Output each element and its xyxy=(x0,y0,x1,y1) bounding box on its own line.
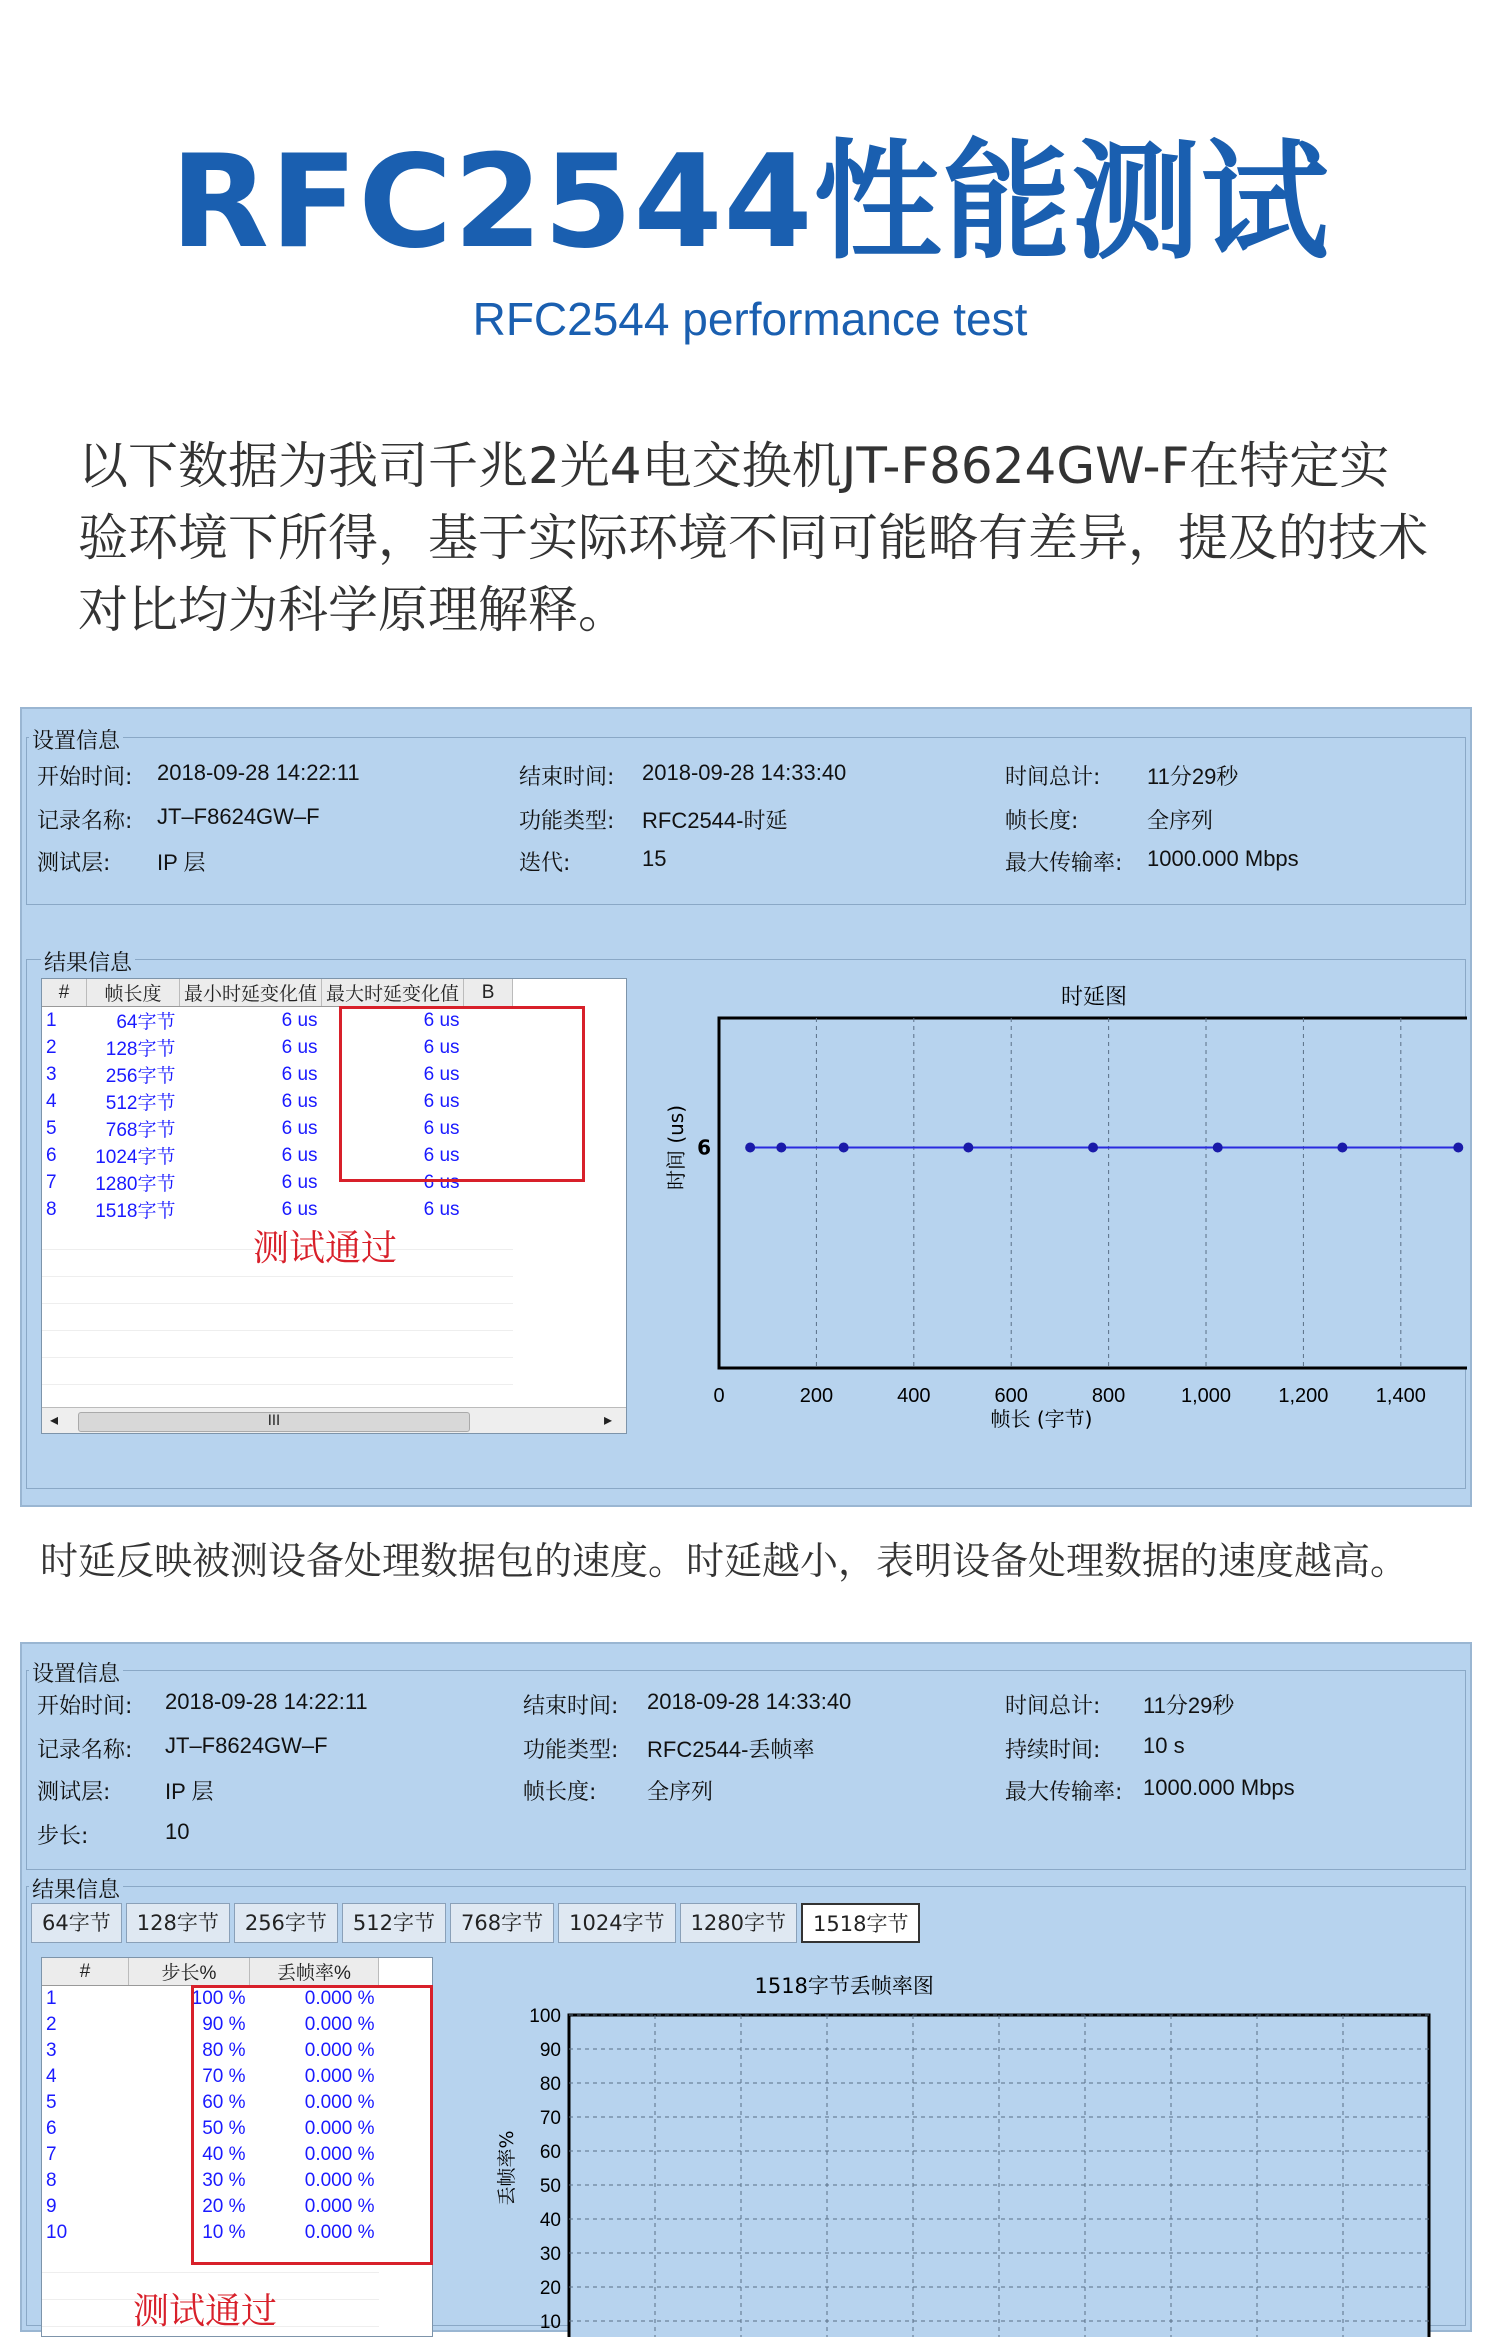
max-rate-value: 1000.000 Mbps xyxy=(1147,846,1299,871)
y-tick-label: 100 xyxy=(529,2006,561,2027)
frame-length-cell: 1024字节 xyxy=(95,1147,176,1168)
row-index: 4 xyxy=(46,2066,57,2087)
latency-caption: 时延反映被测设备处理数据包的速度。时延越小，表明设备处理数据的速度越高。 xyxy=(40,1539,1409,1583)
empty-cell xyxy=(464,1277,513,1304)
row-index: 1 xyxy=(46,1009,57,1031)
empty-cell xyxy=(322,1331,464,1358)
chart-title: 时延图 xyxy=(1060,985,1128,1010)
empty-cell xyxy=(464,1223,513,1250)
results-title-2: 结果信息 xyxy=(29,1873,123,1904)
max-latency-cell: 6 us xyxy=(423,1171,460,1193)
row-index: 7 xyxy=(46,1171,57,1193)
data-point xyxy=(776,1143,786,1153)
tab-frame-length[interactable]: 1024字节 xyxy=(558,1903,675,1943)
min-latency-cell: 6 us xyxy=(281,1144,318,1166)
test-layer-value: IP 层 xyxy=(157,850,206,875)
row-index: 6 xyxy=(46,1144,57,1166)
loss-rate-cell: 0.000 % xyxy=(304,2066,375,2087)
frame-loss-test-panel xyxy=(20,1642,1472,2332)
min-latency-cell: 6 us xyxy=(281,1171,318,1193)
intro-paragraph: 以下数据为我司千兆2光4电交换机JT-F8624GW-F在特定实验环境下所得，基于实际环境不同可能略有差异，提及的技术对比均为科学原理解释。 xyxy=(78,437,1428,639)
tab-frame-length[interactable]: 256字节 xyxy=(234,1903,338,1943)
frame-length-cell: 768字节 xyxy=(105,1120,176,1141)
settings-title-2: 设置信息 xyxy=(29,1657,123,1688)
loss-rate-cell: 0.000 % xyxy=(304,2222,375,2243)
latency-chart xyxy=(627,960,1467,1480)
column-header[interactable]: 最小时延变化值 xyxy=(180,979,322,1007)
record-name-label: 记录名称: xyxy=(37,809,133,834)
min-latency-cell: 6 us xyxy=(281,1198,318,1220)
tab-frame-length[interactable]: 1518字节 xyxy=(801,1903,920,1943)
empty-cell xyxy=(464,1196,513,1223)
end-time-value: 2018-09-28 14:33:40 xyxy=(642,760,847,785)
frame-length-value: 全序列 xyxy=(1147,808,1214,833)
min-latency-cell: 6 us xyxy=(281,1063,318,1085)
empty-cell xyxy=(322,1358,464,1385)
loss-rate-cell: 0.000 % xyxy=(304,2040,375,2061)
loss-rate-cell: 0.000 % xyxy=(304,2144,375,2165)
table-row[interactable] xyxy=(42,1196,513,1223)
empty-cell xyxy=(87,1358,180,1385)
min-latency-cell: 6 us xyxy=(281,1117,318,1139)
loss-rate-cell: 0.000 % xyxy=(304,2118,375,2139)
empty-cell xyxy=(87,1277,180,1304)
max-rate-label-2: 最大传输率: xyxy=(1005,1780,1123,1805)
start-time-label: 开始时间: xyxy=(37,765,133,790)
row-index: 1 xyxy=(46,1988,57,2009)
empty-cell xyxy=(87,1331,180,1358)
tab-frame-length[interactable]: 64字节 xyxy=(31,1903,122,1943)
total-time-label-2: 时间总计: xyxy=(1005,1694,1101,1719)
empty-cell xyxy=(464,1304,513,1331)
y-tick-label: 70 xyxy=(539,2108,561,2129)
step-cell: 100 % xyxy=(191,1988,246,2009)
data-point xyxy=(963,1143,973,1153)
results-title: 结果信息 xyxy=(41,946,135,977)
data-point xyxy=(839,1143,849,1153)
x-tick-label: 0 xyxy=(713,1385,725,1407)
tab-frame-length[interactable]: 128字节 xyxy=(126,1903,230,1943)
loss-rate-cell: 0.000 % xyxy=(304,2170,375,2191)
x-tick-label: 800 xyxy=(1091,1385,1126,1407)
y-tick-label: 40 xyxy=(539,2210,561,2231)
total-time-label: 时间总计: xyxy=(1005,765,1101,790)
frame-length-tabs xyxy=(31,1903,924,1943)
function-type-label-2: 功能类型: xyxy=(523,1738,619,1763)
empty-cell xyxy=(180,1358,322,1385)
empty-cell xyxy=(464,1331,513,1358)
test-passed-label: 测试通过 xyxy=(253,1228,398,1269)
y-tick-label: 50 xyxy=(539,2176,561,2197)
column-header[interactable]: # xyxy=(42,1958,129,1986)
test-layer-value-2: IP 层 xyxy=(165,1779,214,1804)
row-index: 3 xyxy=(46,2040,57,2061)
empty-cell xyxy=(42,1331,87,1358)
x-tick-label: 1,400 xyxy=(1375,1385,1426,1407)
data-point xyxy=(1213,1143,1223,1153)
record-name-value-2: JT–F8624GW–F xyxy=(165,1733,328,1758)
highlight-box-2 xyxy=(191,1985,433,2265)
empty-row xyxy=(42,1331,513,1358)
row-index: 10 xyxy=(46,2222,68,2243)
step-cell: 20 % xyxy=(202,2196,246,2217)
max-latency-cell: 6 us xyxy=(423,1036,460,1058)
page-subtitle: RFC2544 performance test xyxy=(472,293,1028,345)
y-tick-label: 80 xyxy=(539,2074,561,2095)
x-axis-label: 帧长 (字节) xyxy=(990,1407,1093,1431)
duration-label: 持续时间: xyxy=(1005,1738,1101,1763)
row-index: 6 xyxy=(46,2118,57,2139)
y-tick-label: 6 xyxy=(697,1135,711,1160)
x-tick-label: 600 xyxy=(994,1385,1028,1407)
frame-length-label: 帧长度: xyxy=(1005,809,1079,834)
empty-cell xyxy=(42,1223,87,1250)
frame-length-cell: 128字节 xyxy=(105,1039,176,1060)
test-layer-label-2: 测试层: xyxy=(37,1780,111,1805)
empty-cell xyxy=(42,1304,87,1331)
scroll-thumb[interactable] xyxy=(78,1412,470,1432)
empty-cell xyxy=(42,2273,129,2300)
start-time-label-2: 开始时间: xyxy=(37,1694,133,1719)
latency-test-panel xyxy=(20,707,1472,1507)
duration-value: 10 s xyxy=(1143,1733,1185,1758)
frame-length-cell: 1518字节 xyxy=(95,1201,176,1222)
data-point xyxy=(1088,1143,1098,1153)
step-cell: 90 % xyxy=(202,2014,246,2035)
empty-cell xyxy=(464,1250,513,1277)
frame-loss-chart xyxy=(447,1957,1457,2337)
total-time-value: 11分29秒 xyxy=(1147,764,1239,789)
empty-cell xyxy=(42,1277,87,1304)
row-index: 4 xyxy=(46,1090,57,1112)
empty-cell xyxy=(42,2300,129,2327)
step-cell: 40 % xyxy=(202,2144,246,2165)
max-rate-label: 最大传输率: xyxy=(1005,851,1123,876)
empty-row xyxy=(42,1358,513,1385)
x-tick-label: 1,000 xyxy=(1180,1385,1232,1407)
frame-length-cell: 512字节 xyxy=(105,1093,176,1114)
start-time-value: 2018-09-28 14:22:11 xyxy=(157,760,360,785)
column-header[interactable]: 丢帧率% xyxy=(250,1958,379,1986)
data-point xyxy=(1337,1143,1347,1153)
row-index: 7 xyxy=(46,2144,57,2165)
max-latency-cell: 6 us xyxy=(423,1198,460,1220)
max-latency-cell: 6 us xyxy=(423,1144,460,1166)
frame-length-cell: 256字节 xyxy=(105,1066,176,1087)
y-axis-label: 时间 (us) xyxy=(664,1104,688,1191)
max-rate-value-2: 1000.000 Mbps xyxy=(1143,1775,1295,1800)
empty-cell xyxy=(322,1277,464,1304)
scroll-right-arrow-icon[interactable]: ▸ xyxy=(604,1410,613,1429)
function-type-value-2: RFC2544-丢帧率 xyxy=(647,1737,815,1762)
column-header[interactable]: 最大时延变化值 xyxy=(322,979,464,1007)
y-tick-label: 60 xyxy=(539,2142,561,2163)
step-cell: 70 % xyxy=(202,2066,246,2087)
test-layer-label: 测试层: xyxy=(37,851,111,876)
row-index: 5 xyxy=(46,2092,57,2113)
y-axis-label: 丢帧率% xyxy=(496,2130,518,2206)
x-tick-label: 1,200 xyxy=(1278,1385,1329,1407)
x-tick-label: 200 xyxy=(799,1385,834,1407)
highlight-box xyxy=(339,1006,585,1182)
end-time-label: 结束时间: xyxy=(519,765,615,790)
row-index: 2 xyxy=(46,1036,57,1058)
settings-group xyxy=(26,729,1466,905)
y-tick-label: 30 xyxy=(539,2244,561,2265)
frame-length-label-2: 帧长度: xyxy=(523,1780,597,1805)
step-cell: 50 % xyxy=(202,2118,246,2139)
frame-length-cell: 64字节 xyxy=(116,1012,176,1033)
y-tick-label: 20 xyxy=(539,2278,561,2299)
scroll-thumb-grip: III xyxy=(267,1413,281,1429)
tab-frame-length[interactable]: 1280字节 xyxy=(680,1903,797,1943)
empty-row xyxy=(42,1304,513,1331)
settings-title: 设置信息 xyxy=(29,724,123,755)
column-header[interactable]: 帧长度 xyxy=(87,979,180,1007)
data-point xyxy=(745,1143,755,1153)
empty-cell xyxy=(42,1358,87,1385)
step-cell: 30 % xyxy=(202,2170,246,2191)
function-type-value: RFC2544-时延 xyxy=(642,808,788,833)
iteration-label: 迭代: xyxy=(519,851,571,876)
end-time-label-2: 结束时间: xyxy=(523,1694,619,1719)
empty-row xyxy=(42,1277,513,1304)
iteration-value: 15 xyxy=(642,846,667,871)
column-header[interactable]: 步长% xyxy=(129,1958,250,1986)
row-index: 5 xyxy=(46,1117,57,1139)
empty-cell xyxy=(180,1304,322,1331)
step-cell: 80 % xyxy=(202,2040,246,2061)
row-index: 8 xyxy=(46,2170,57,2191)
plot-area xyxy=(719,1018,1467,1368)
max-latency-cell: 6 us xyxy=(423,1009,460,1031)
row-index: 9 xyxy=(46,2196,57,2217)
total-time-value-2: 11分29秒 xyxy=(1143,1693,1235,1718)
empty-cell xyxy=(42,2246,129,2273)
empty-cell xyxy=(180,1277,322,1304)
end-time-value-2: 2018-09-28 14:33:40 xyxy=(647,1689,852,1714)
max-latency-cell: 6 us xyxy=(423,1117,460,1139)
row-index: 8 xyxy=(46,1198,57,1220)
step-label: 步长: xyxy=(37,1824,89,1849)
step-cell: 60 % xyxy=(202,2092,246,2113)
chart-title: 1518字节丢帧率图 xyxy=(754,1974,934,1998)
min-latency-cell: 6 us xyxy=(281,1090,318,1112)
empty-cell xyxy=(87,1223,180,1250)
tab-frame-length[interactable]: 768字节 xyxy=(450,1903,554,1943)
frame-length-value-2: 全序列 xyxy=(647,1779,714,1804)
min-latency-cell: 6 us xyxy=(281,1009,318,1031)
y-tick-label: 10 xyxy=(539,2312,561,2333)
min-latency-cell: 6 us xyxy=(281,1036,318,1058)
max-latency-cell: 6 us xyxy=(423,1090,460,1112)
page-title: RFC2544性能测试 xyxy=(170,128,1330,277)
horizontal-scrollbar[interactable] xyxy=(42,1407,627,1434)
loss-rate-cell: 0.000 % xyxy=(304,2014,375,2035)
frame-length-cell: 1280字节 xyxy=(95,1174,176,1195)
empty-cell xyxy=(42,1250,87,1277)
x-tick-label: 400 xyxy=(897,1385,931,1407)
max-latency-cell: 6 us xyxy=(423,1063,460,1085)
loss-rate-cell: 0.000 % xyxy=(304,1988,375,2009)
tab-frame-length[interactable]: 512字节 xyxy=(342,1903,446,1943)
step-value: 10 xyxy=(165,1819,190,1844)
row-index: 2 xyxy=(46,2014,57,2035)
scroll-left-arrow-icon[interactable]: ◂ xyxy=(50,1410,59,1429)
results-group xyxy=(26,951,1466,1489)
results-group-2 xyxy=(26,1878,1466,2333)
settings-group-2 xyxy=(26,1662,1466,1870)
empty-cell xyxy=(464,1358,513,1385)
data-point xyxy=(1453,1143,1463,1153)
step-cell: 10 % xyxy=(202,2222,246,2243)
empty-cell xyxy=(322,1304,464,1331)
empty-cell xyxy=(87,1250,180,1277)
function-type-label: 功能类型: xyxy=(519,809,615,834)
y-tick-label: 90 xyxy=(539,2040,561,2061)
empty-cell xyxy=(180,1331,322,1358)
column-header[interactable]: B xyxy=(464,979,513,1007)
loss-rate-cell: 0.000 % xyxy=(304,2092,375,2113)
start-time-value-2: 2018-09-28 14:22:11 xyxy=(165,1689,368,1714)
empty-cell xyxy=(87,1304,180,1331)
loss-rate-cell: 0.000 % xyxy=(304,2196,375,2217)
record-name-label-2: 记录名称: xyxy=(37,1738,133,1763)
test-passed-label-2: 测试通过 xyxy=(133,2291,278,2332)
record-name-value: JT–F8624GW–F xyxy=(157,804,320,829)
column-header[interactable]: # xyxy=(42,979,87,1007)
row-index: 3 xyxy=(46,1063,57,1085)
